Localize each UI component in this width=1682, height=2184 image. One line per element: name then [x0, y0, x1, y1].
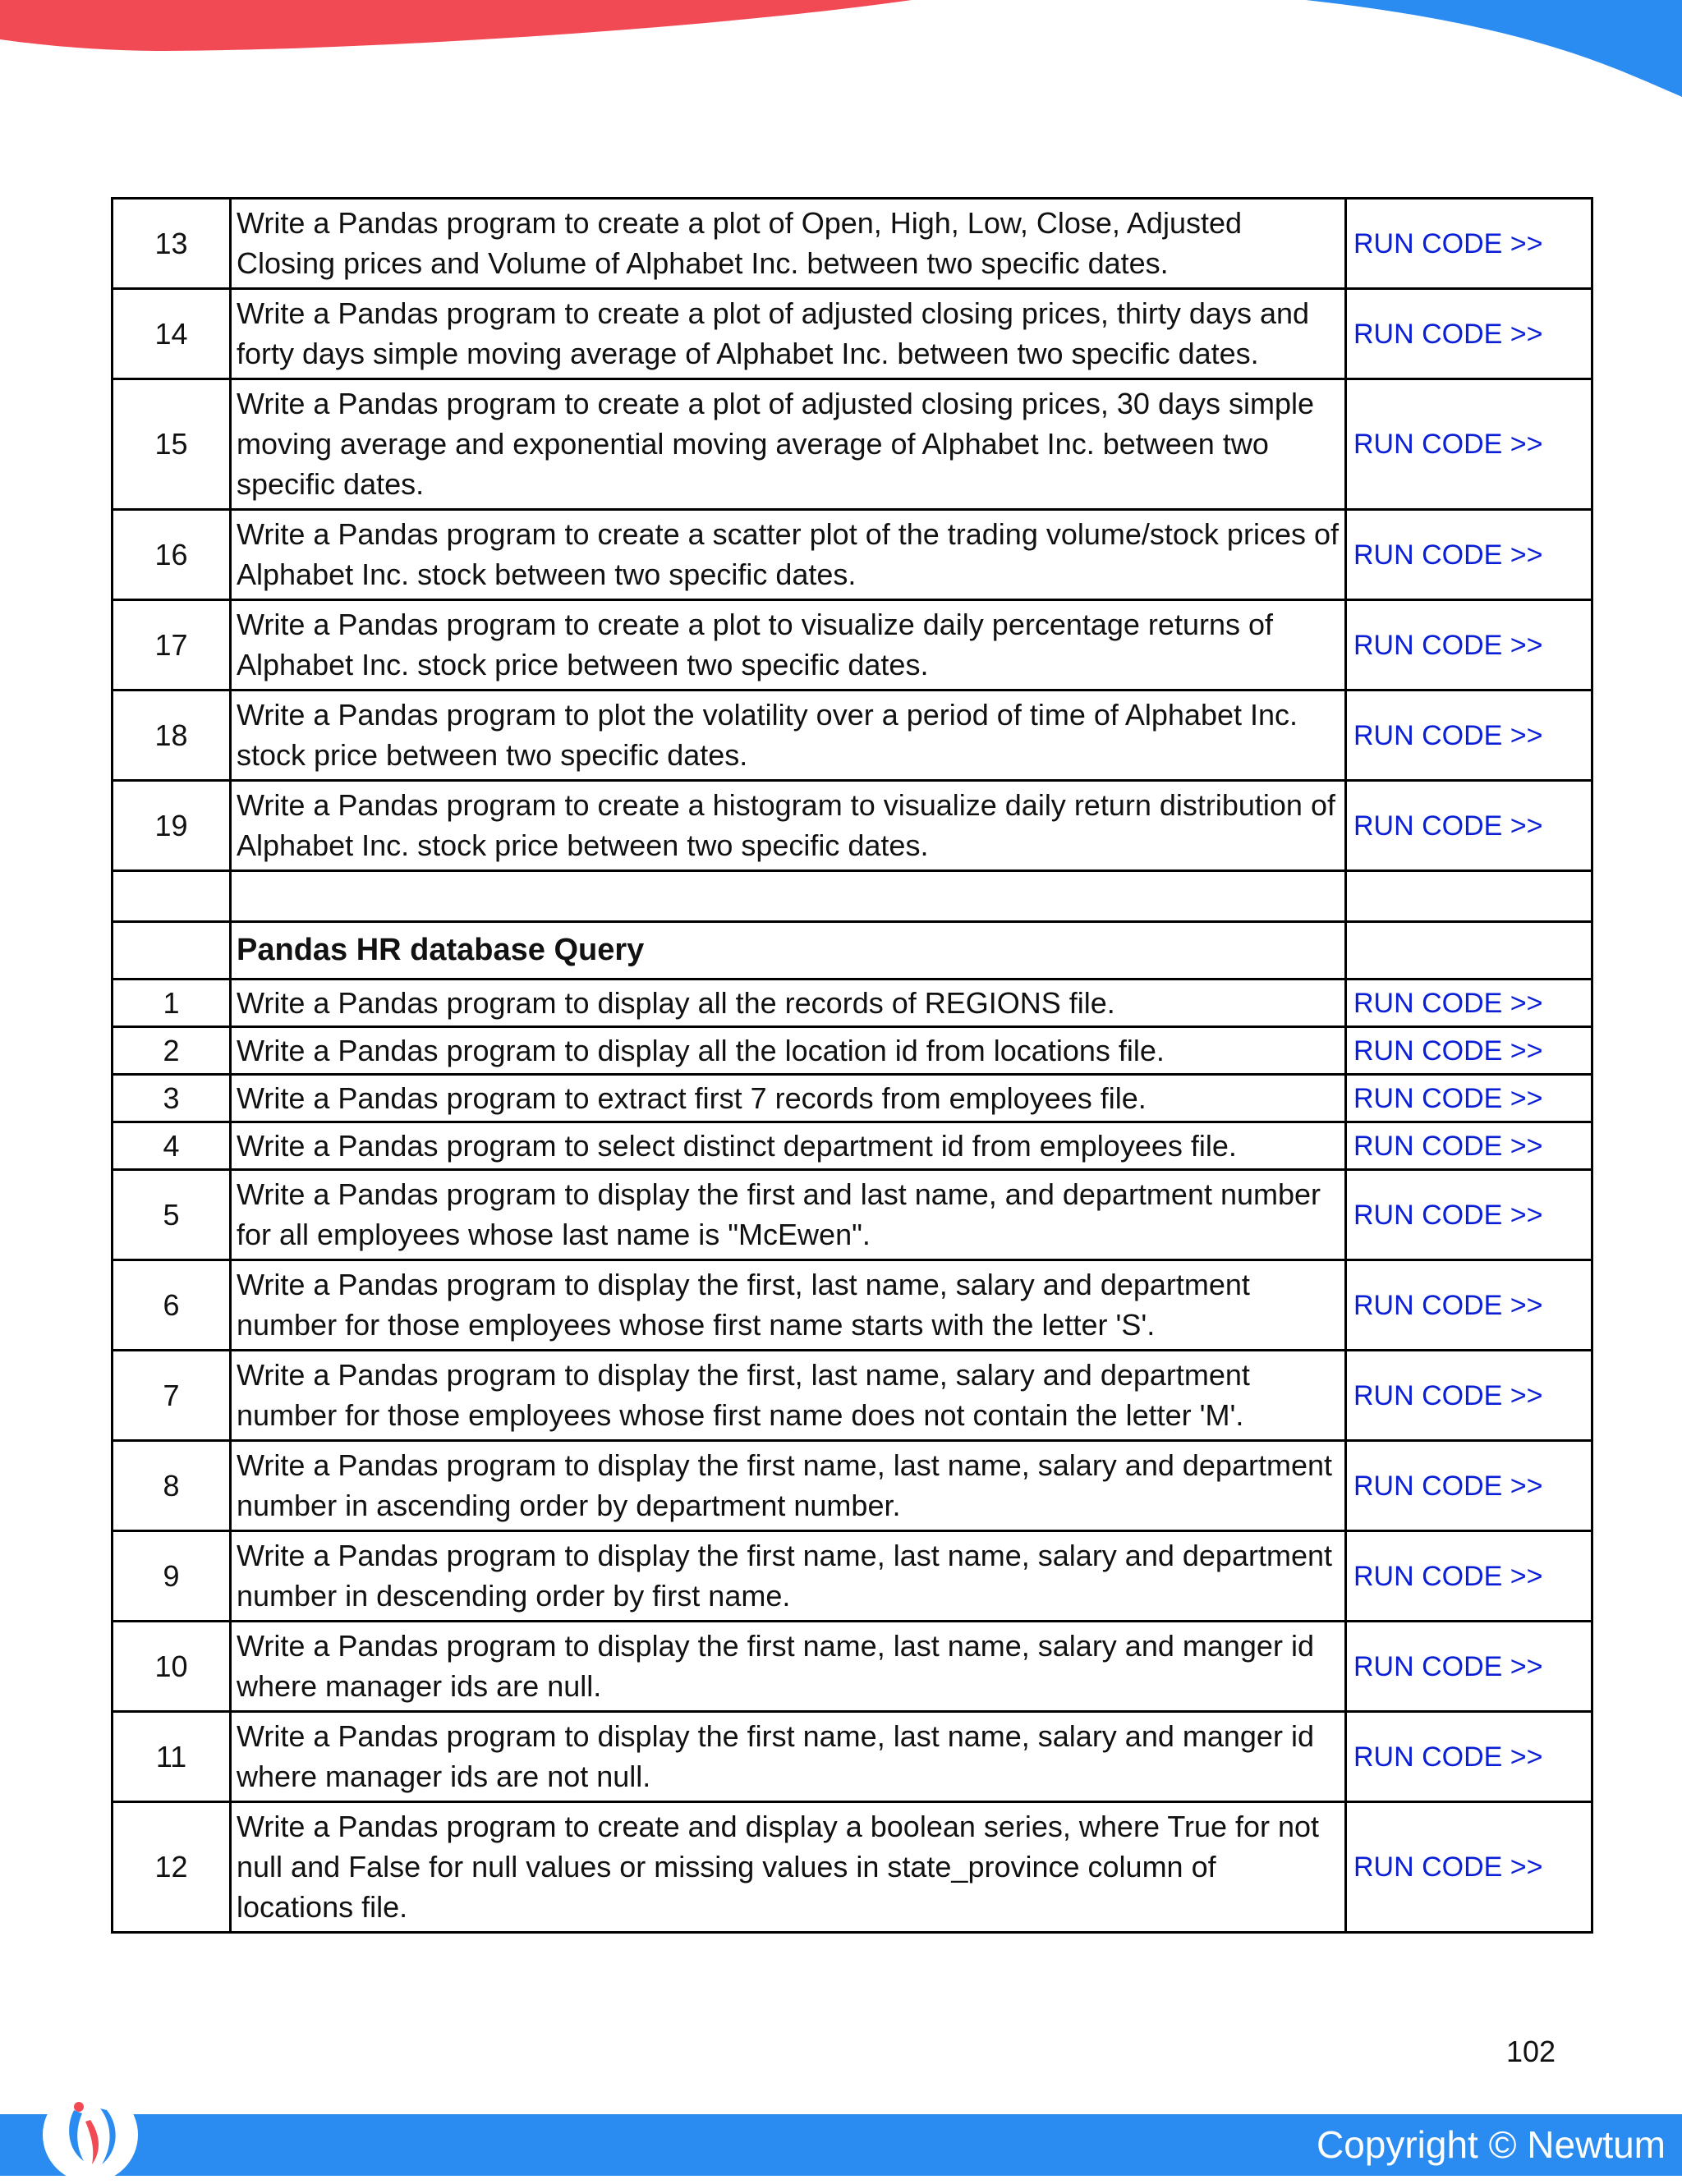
- blank-cell: [1346, 871, 1592, 922]
- run-code-cell: [1346, 379, 1592, 510]
- row-number: 1: [113, 980, 231, 1027]
- exercise-description: Write a Pandas program to display all the location id from locations file.: [231, 1027, 1346, 1075]
- table-body-hr: [113, 980, 1592, 1933]
- run-code-cell: [1346, 1531, 1592, 1622]
- table-row: [113, 510, 1592, 600]
- run-code-link[interactable]: RUN CODE >>: [1353, 1470, 1543, 1502]
- exercise-description: Write a Pandas program to display the first and last name, and department number for all employees whose last name is "McEwen".: [231, 1170, 1346, 1260]
- table-row: [113, 781, 1592, 871]
- exercise-table-container: [111, 197, 1591, 1934]
- table-row: [113, 289, 1592, 379]
- exercise-description: Write a Pandas program to create a plot of adjusted closing prices, 30 days simple moving average and exponential moving average of Alphabet Inc. between two specific dates.: [231, 379, 1346, 510]
- run-code-cell: [1346, 691, 1592, 781]
- page-number: 102: [1506, 2035, 1556, 2068]
- table-body-top: [113, 199, 1592, 871]
- blank-cell: [231, 871, 1346, 922]
- section-header-row: [113, 922, 1592, 980]
- run-code-link[interactable]: RUN CODE >>: [1353, 1851, 1543, 1883]
- table-row: [113, 600, 1592, 691]
- row-number: 13: [113, 199, 231, 289]
- newtum-logo-icon: [41, 2085, 140, 2184]
- row-number: 8: [113, 1441, 231, 1531]
- exercise-description: Write a Pandas program to plot the volatility over a period of time of Alphabet Inc. stock price between two specific dates.: [231, 691, 1346, 781]
- run-code-link[interactable]: RUN CODE >>: [1353, 810, 1543, 842]
- table-row: [113, 1531, 1592, 1622]
- run-code-cell: [1346, 1260, 1592, 1351]
- run-code-link[interactable]: RUN CODE >>: [1353, 429, 1543, 460]
- run-code-link[interactable]: RUN CODE >>: [1353, 539, 1543, 571]
- run-code-link[interactable]: RUN CODE >>: [1353, 1741, 1543, 1773]
- row-number: 10: [113, 1622, 231, 1712]
- exercise-description: Write a Pandas program to extract first 7 records from employees file.: [231, 1075, 1346, 1122]
- run-code-link[interactable]: RUN CODE >>: [1353, 1650, 1543, 1682]
- exercise-description: Write a Pandas program to display all the records of REGIONS file.: [231, 980, 1346, 1027]
- table-row: [113, 980, 1592, 1027]
- table-row: [113, 1027, 1592, 1075]
- run-code-cell: [1346, 1122, 1592, 1170]
- run-code-cell: [1346, 1712, 1592, 1802]
- exercise-description: Write a Pandas program to create a plot to visualize daily percentage returns of Alphabet Inc. stock price between two specific dates.: [231, 600, 1346, 691]
- blank-cell: [1346, 922, 1592, 980]
- exercise-table: [111, 197, 1593, 1934]
- table-row: [113, 1170, 1592, 1260]
- top-wave-decoration: [0, 0, 1682, 107]
- copyright-text: Copyright © Newtum: [1316, 2123, 1666, 2166]
- exercise-description: Write a Pandas program to create and display a boolean series, where True for not null and False for null values or missing values in state_province column of locations file.: [231, 1802, 1346, 1933]
- table-row: [113, 1260, 1592, 1351]
- exercise-description: Write a Pandas program to create a plot of adjusted closing prices, thirty days and forty days simple moving average of Alphabet Inc. between two specific dates.: [231, 289, 1346, 379]
- run-code-link[interactable]: RUN CODE >>: [1353, 629, 1543, 661]
- table-row: [113, 1712, 1592, 1802]
- row-number: 2: [113, 1027, 231, 1075]
- run-code-cell: [1346, 199, 1592, 289]
- exercise-description: Write a Pandas program to create a plot of Open, High, Low, Close, Adjusted Closing prices and Volume of Alphabet Inc. between two specific dates.: [231, 199, 1346, 289]
- run-code-link[interactable]: RUN CODE >>: [1353, 227, 1543, 259]
- run-code-cell: [1346, 600, 1592, 691]
- exercise-description: Write a Pandas program to create a histogram to visualize daily return distribution of Alphabet Inc. stock price between two specific dates.: [231, 781, 1346, 871]
- run-code-cell: [1346, 1622, 1592, 1712]
- row-number: 9: [113, 1531, 231, 1622]
- row-number: 16: [113, 510, 231, 600]
- row-number: 7: [113, 1351, 231, 1441]
- table-row: [113, 1441, 1592, 1531]
- table-row: [113, 1351, 1592, 1441]
- run-code-cell: [1346, 510, 1592, 600]
- exercise-description: Write a Pandas program to display the first, last name, salary and department number for those employees whose first name does not contain the letter 'M'.: [231, 1351, 1346, 1441]
- run-code-cell: [1346, 1027, 1592, 1075]
- row-number: 11: [113, 1712, 231, 1802]
- run-code-link[interactable]: RUN CODE >>: [1353, 1199, 1543, 1231]
- blank-cell: [113, 871, 231, 922]
- run-code-cell: [1346, 1802, 1592, 1933]
- table-body-separator: [113, 871, 1592, 980]
- table-row: [113, 1075, 1592, 1122]
- run-code-cell: [1346, 1170, 1592, 1260]
- blank-cell: [113, 922, 231, 980]
- run-code-cell: [1346, 1351, 1592, 1441]
- row-number: 3: [113, 1075, 231, 1122]
- run-code-link[interactable]: RUN CODE >>: [1353, 1083, 1543, 1114]
- row-number: 6: [113, 1260, 231, 1351]
- run-code-link[interactable]: RUN CODE >>: [1353, 988, 1543, 1019]
- run-code-link[interactable]: RUN CODE >>: [1353, 1560, 1543, 1592]
- row-number: 5: [113, 1170, 231, 1260]
- run-code-cell: [1346, 289, 1592, 379]
- table-row: [113, 1622, 1592, 1712]
- blank-row: [113, 871, 1592, 922]
- row-number: 19: [113, 781, 231, 871]
- table-row: [113, 199, 1592, 289]
- section-title: Pandas HR database Query: [231, 922, 1346, 980]
- row-number: 4: [113, 1122, 231, 1170]
- exercise-description: Write a Pandas program to display the first name, last name, salary and department number in descending order by first name.: [231, 1531, 1346, 1622]
- exercise-description: Write a Pandas program to select distinct department id from employees file.: [231, 1122, 1346, 1170]
- exercise-description: Write a Pandas program to display the first, last name, salary and department number for those employees whose first name starts with the letter 'S'.: [231, 1260, 1346, 1351]
- exercise-description: Write a Pandas program to create a scatter plot of the trading volume/stock prices of Alphabet Inc. stock between two specific dates.: [231, 510, 1346, 600]
- run-code-link[interactable]: RUN CODE >>: [1353, 318, 1543, 350]
- table-row: [113, 691, 1592, 781]
- run-code-cell: [1346, 980, 1592, 1027]
- row-number: 14: [113, 289, 231, 379]
- exercise-description: Write a Pandas program to display the first name, last name, salary and department number in ascending order by department number.: [231, 1441, 1346, 1531]
- table-row: [113, 1122, 1592, 1170]
- row-number: 12: [113, 1802, 231, 1933]
- exercise-description: Write a Pandas program to display the first name, last name, salary and manger id where manager ids are not null.: [231, 1712, 1346, 1802]
- run-code-link[interactable]: RUN CODE >>: [1353, 1035, 1543, 1067]
- run-code-link[interactable]: RUN CODE >>: [1353, 1131, 1543, 1162]
- table-row: [113, 1802, 1592, 1933]
- table-row: [113, 379, 1592, 510]
- run-code-cell: [1346, 1441, 1592, 1531]
- run-code-cell: [1346, 781, 1592, 871]
- row-number: 15: [113, 379, 231, 510]
- run-code-cell: [1346, 1075, 1592, 1122]
- run-code-link[interactable]: RUN CODE >>: [1353, 1379, 1543, 1411]
- run-code-link[interactable]: RUN CODE >>: [1353, 719, 1543, 751]
- run-code-link[interactable]: RUN CODE >>: [1353, 1289, 1543, 1321]
- row-number: 17: [113, 600, 231, 691]
- exercise-description: Write a Pandas program to display the first name, last name, salary and manger id where manager ids are null.: [231, 1622, 1346, 1712]
- row-number: 18: [113, 691, 231, 781]
